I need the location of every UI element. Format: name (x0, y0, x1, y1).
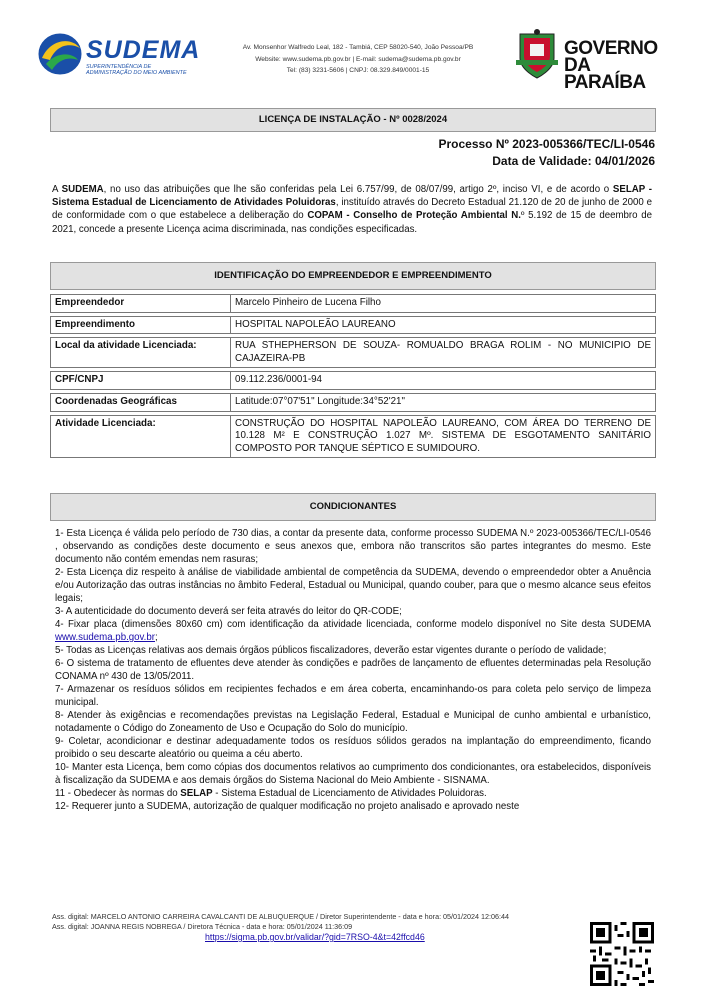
identification-table (50, 294, 656, 458)
condition-item: 9- Coletar, acondicionar e destinar adequadamente todos os resíduos sólidos gerados na implantação do empreendimento, ficando proibido o seu descarte aleatório ou queima a céu aberto. (55, 736, 651, 760)
table-row (51, 338, 656, 368)
row-label: CPF/CNPJ (51, 372, 231, 390)
header-address: Av. Monsenhor Walfredo Leal, 182 - Tambiá, CEP 58020-540, João Pessoa/PB (242, 44, 474, 51)
row-label: Empreendedor (51, 295, 231, 313)
sudema-logo (36, 30, 201, 80)
validation-link[interactable]: https://sigma.pb.gov.br/validar/?gid=7RSO-4&t=42ffcd46 (205, 932, 425, 942)
sudema-wordmark: SUDEMA (86, 36, 201, 64)
identification-heading: IDENTIFICAÇÃO DO EMPREENDEDOR E EMPREENDIMENTO (50, 262, 656, 290)
conditions-list (55, 527, 651, 813)
validity-date: Data de Validade: 04/01/2026 (492, 154, 655, 168)
qr-code-icon[interactable] (590, 922, 654, 986)
table-row (51, 393, 656, 411)
condition-item: 7- Armazenar os resíduos sólidos em recipientes fechados e em área coberta, encaminhando-os para coleta pelo serviço de limpeza municipal. (55, 684, 651, 708)
condition-item: 10- Manter esta Licença, bem como cópias dos documentos relativos ao cumprimento dos condicionantes, ora estabelecidos, disponíveis à fiscalização da SUDEMA e aos demais órgãos do Sistema Nacional do Meio Ambiente - SISNAMA. (55, 762, 651, 786)
governo-logo (514, 28, 674, 93)
governo-wordmark: GOVERNO DA PARAÍBA (564, 38, 658, 93)
condition-item: 11 - Obedecer às normas do SELAP - Sistema Estadual de Licenciamento de Atividades Poluidoras. (55, 788, 487, 799)
sudema-site-link[interactable]: www.sudema.pb.gov.br (55, 632, 155, 643)
condition-item: 2- Esta Licença diz respeito à análise de viabilidade ambiental de competência da SUDEMA, devendo o empreendedor obter a Anuência e/ou Autorização das outras instâncias no âmbito Federal, Estadual ou Municipal, quando couber, para que o mesmo alcance seus efeitos legais; (55, 567, 651, 604)
condition-item: 4- Fixar placa (dimensões 80x60 cm) com identificação da atividade licenciada, conforme modelo disponível no Site desta SUDEMA www.sudema.pb.gov.br; (55, 619, 651, 643)
row-value: Latitude:07°07'51" Longitude:34°52'21" (231, 393, 656, 411)
row-value: 09.112.236/0001-94 (231, 372, 656, 390)
page-header (36, 28, 676, 93)
condition-item: 1- Esta Licença é válida pelo período de 730 dias, a contar da presente data, conforme processo SUDEMA N.º 2023-005366/TEC/LI-0546 , observando as condições deste documento e seus anexos que, embora não transcritos são partes integrantes do mesmo. Este documento não contém emendas nem rasuras; (55, 528, 651, 565)
table-row (51, 372, 656, 390)
signature-line-1: Ass. digital: MARCELO ANTONIO CARREIRA CAVALCANTI DE ALBUQUERQUE / Diretor Superintendente - data e hora: 05/01/2024 12:06:44 (52, 912, 510, 921)
intro-paragraph: A SUDEMA, no uso das atribuições que lhe são conferidas pela Lei 6.757/99, de 08/07/99, artigo 2º, inciso VI, e de acordo o SELAP - Sistema Estadual de Licenciamento de Atividades Poluidoras, instituído através do Decreto Estadual 21.120 de 20 de junho de 2000 e de conformidade com o que estabelece a deliberação do COPAM - Conselho de Proteção Ambiental N.º 5.192 de 15 de deembro de 2021, concede a presente Licença acima discriminada, nas condições especificadas. (52, 184, 652, 235)
signature-line-2: Ass. digital: JOANNA REGIS NOBREGA / Diretora Técnica - data e hora: 05/01/2024 11:36:09 (52, 921, 353, 931)
row-label: Local da atividade Licenciada: (51, 338, 231, 368)
condition-item: 12- Requerer junto a SUDEMA, autorização de qualquer modificação no projeto analisado e aprovado neste (55, 801, 520, 812)
row-value: HOSPITAL NAPOLEÃO LAUREANO (231, 316, 656, 334)
signature-footer (52, 912, 672, 931)
row-value: Marcelo Pinheiro de Lucena Filho (231, 295, 656, 313)
condition-item: 3- A autenticidade do documento deverá ser feita através do leitor do QR-CODE; (55, 606, 402, 617)
table-row (51, 316, 656, 334)
condition-item: 5- Todas as Licenças relativas aos demais órgãos públicos fiscalizadores, deverão estar vigentes durante o período de validade; (55, 645, 607, 656)
row-label: Empreendimento (51, 316, 231, 334)
table-row (51, 295, 656, 313)
license-title: LICENÇA DE INSTALAÇÃO - Nº 0028/2024 (50, 108, 656, 132)
header-website: Website: www.sudema.pb.gov.br | E-mail: sudema@sudema.pb.gov.br (255, 55, 461, 63)
sudema-swirl-icon (36, 30, 88, 80)
condition-item: 6- O sistema de tratamento de efluentes deve atender às condições e padrões de lançamento de efluentes determinadas pela Resolução CONAMA nº 430 de 13/05/2011. (55, 658, 651, 682)
condition-item: 8- Atender às exigências e recomendações previstas na Legislação Federal, Estadual e Municipal de cunho ambiental e urbanístico, notadamente o Código do Zoneamento de Uso e Ocupação do Solo do município. (55, 710, 651, 734)
row-value: CONSTRUÇÃO DO HOSPITAL NAPOLEÃO LAUREANO, COM ÁREA DO TERRENO DE 10.128 M² E CONSTRUÇÃO 1.027 Mº. SISTEMA DE ESGOTAMENTO SANITÁRIO COMPOSTO POR TANQUE SÉPTICO E SUMIDOURO. (231, 415, 656, 458)
process-number: Processo Nº 2023-005366/TEC/LI-0546 (438, 137, 655, 151)
paraiba-coat-of-arms-icon (514, 28, 560, 82)
header-contact (208, 42, 508, 77)
row-label: Coordenadas Geográficas (51, 393, 231, 411)
sudema-subtitle: SUPERINTENDÊNCIA DE ADMINISTRAÇÃO DO MEIO AMBIENTE (86, 64, 187, 76)
table-row (51, 415, 656, 458)
row-value: RUA STHEPHERSON DE SOUZA- ROMUALDO BRAGA ROLIM - NO MUNICIPIO DE CAJAZEIRA-PB (231, 338, 656, 368)
conditions-heading: CONDICIONANTES (50, 493, 656, 521)
process-info (438, 136, 655, 170)
header-phone: Tel: (83) 3231-5606 | CNPJ: 08.329.849/0001-15 (286, 67, 430, 74)
row-label: Atividade Licenciada: (51, 415, 231, 458)
